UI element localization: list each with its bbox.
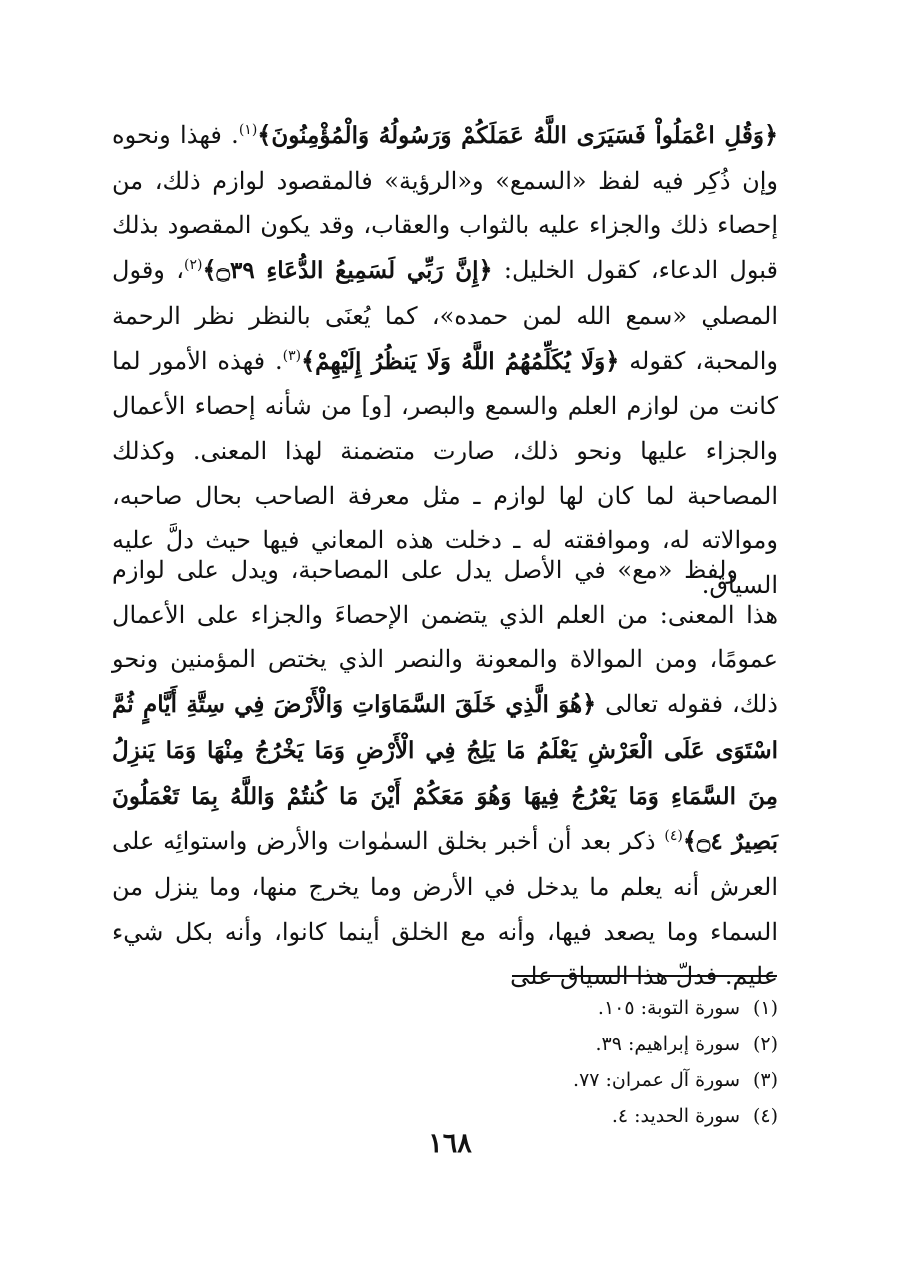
- footnote-text: سورة إبراهيم: ٣٩.: [595, 1033, 740, 1055]
- text-segment: ذكر بعد أن أخبر بخلق السمٰوات والأرض واستوائِه على العرش أنه يعلم ما يدخل في الأرض وما يخرج منها، وما ينزل من السماء وما يصعد فيها، وأنه مع الخلق أينما كانوا، وأنه بكل شيء عليم. فدلّ هذا السياق على: [112, 827, 778, 991]
- footnote-divider: [512, 975, 777, 977]
- footnote-item: [400, 1026, 778, 1062]
- quran-close-bracket: ﴾: [301, 345, 316, 375]
- text-segment: ولفظ «مع» في الأصل يدل على المصاحبة، ويدل على لوازم هذا المعنى: من العلم الذي يتضمن الإحصاءَ والجزاء على الأعمال عمومًا، ومن الموالاة والمعونة والنصر الذي يختص المؤمنين ونحو ذلك، فقوله تعالى: [112, 556, 778, 719]
- quran-open-bracket: ﴿: [582, 689, 597, 719]
- quran-open-bracket: ﴿: [478, 255, 493, 285]
- footnotes-list: [400, 990, 778, 1134]
- quran-close-bracket: ﴾: [257, 120, 272, 149]
- footnote-number: (٤): [752, 1105, 778, 1127]
- page-number: ١٦٨: [428, 1128, 472, 1159]
- text-segment: . فهذا ونحوه وإن ذُكِر فيه لفظ «السمع» و«الرؤية» فالمقصود لوازم ذلك، من إحصاء ذلك والجزاء عليه بالثواب والعقاب، وقد يكون المقصود بذلك قبول الدعاء، كقول الخليل:: [112, 121, 778, 285]
- text-segment: . فهذه الأمور لما كانت من لوازم العلم والسمع والبصر، [و] من شأنه إحصاء الأعمال والجزاء عليها ونحو ذلك، صارت متضمنة لهذا المعنى. وكذلك المصاحبة لما كان لها لوازم ـ مثل معرفة الصاحب بحال صاحبه، وموالاته له، وموافقته له ـ دخلت هذه المعاني فيها حيث دلَّ عليه السياق.: [112, 346, 778, 600]
- quran-open-bracket: ﴿: [605, 345, 620, 375]
- quran-verse-3: وَلَا يُكَلِّمُهُمُ اللَّهُ وَلَا يَنظُرُ إِلَيْهِمْ: [315, 347, 606, 375]
- quran-verse-1: وَقُلِ اعْمَلُواْ فَسَيَرَى اللَّهُ عَمَلَكُمْ وَرَسُولُهُ وَالْمُؤْمِنُونَ: [271, 122, 764, 149]
- footnote-ref-2[interactable]: (٢): [183, 257, 203, 274]
- footnote-text: سورة الحديد: ٤.: [611, 1105, 740, 1127]
- footnote-number: (١): [752, 997, 778, 1019]
- footnote-ref-1[interactable]: (١): [238, 122, 258, 138]
- footnote-text: سورة التوبة: ١٠٥.: [597, 997, 740, 1019]
- footnote-number: (٣): [752, 1069, 778, 1091]
- quran-close-bracket: ﴾: [682, 826, 697, 856]
- text-segment: ، وقول المصلي «سمع الله لمن حمده»، كما يُعنَى بالنظر نظر الرحمة والمحبة، كقوله: [112, 256, 778, 375]
- footnote-item: [400, 1062, 778, 1098]
- body-paragraph-1: [112, 113, 778, 608]
- quran-verse-4: هُوَ الَّذِي خَلَقَ السَّمَاوَاتِ وَالْأَرْضَ فِي سِتَّةِ أَيَّامٍ ثُمَّ اسْتَوَى عَلَى الْعَرْشِ يَعْلَمُ مَا يَلِجُ فِي الْأَرْضِ وَمَا يَخْرُجُ مِنْهَا وَمَا يَنزِلُ مِنَ السَّمَاءِ وَمَا يَعْرُجُ فِيهَا وَهُوَ مَعَكُمْ أَيْنَ مَا كُنتُمْ وَاللَّهُ بِمَا تَعْمَلُونَ بَصِيرٌ ۝٤: [112, 691, 778, 856]
- quran-close-bracket: ﴾: [202, 255, 217, 285]
- footnote-item: [400, 990, 778, 1026]
- footnote-number: (٢): [752, 1033, 778, 1055]
- footnote-ref-4[interactable]: (٤): [664, 828, 683, 845]
- quran-open-bracket: ﴿: [763, 120, 778, 149]
- body-paragraph-2: [112, 548, 778, 999]
- quran-verse-2: إِنَّ رَبِّي لَسَمِيعُ الدُّعَاءِ ۝٣٩: [216, 257, 479, 285]
- footnote-ref-3[interactable]: (٣): [282, 347, 302, 364]
- footnote-text: سورة آل عمران: ٧٧.: [573, 1069, 740, 1091]
